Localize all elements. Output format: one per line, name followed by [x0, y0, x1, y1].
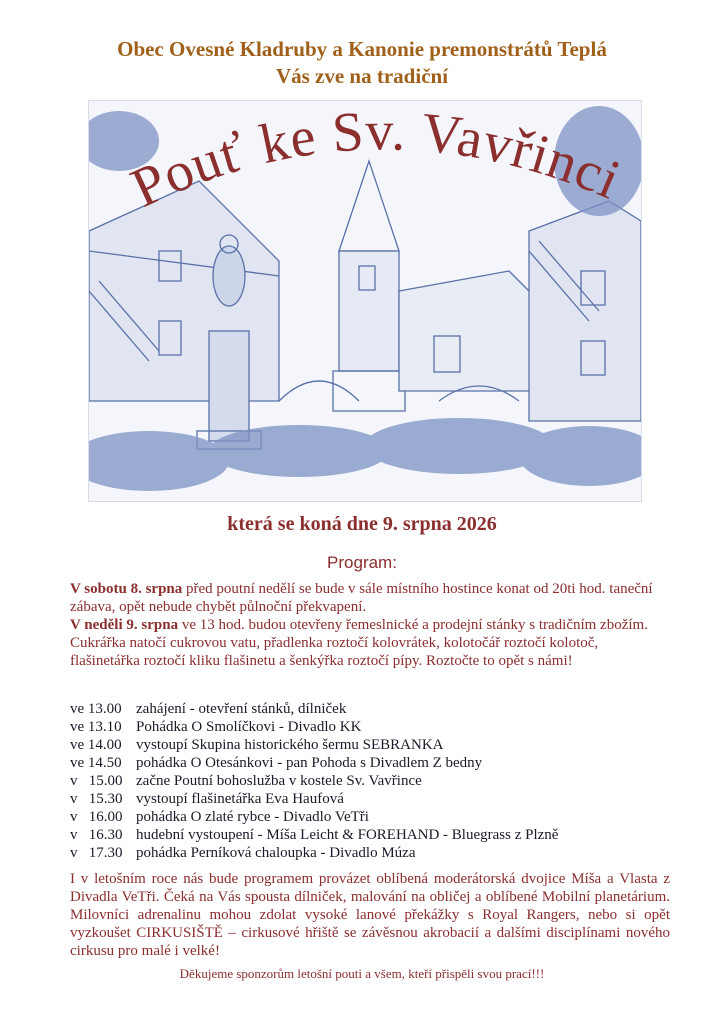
- saturday-paragraph: [70, 580, 670, 616]
- schedule-event: pohádka O zlaté rybce - Divadlo VeTři: [136, 809, 369, 825]
- saturday-label: V sobotu 8. srpna: [70, 581, 183, 597]
- schedule-time: v 16.00: [70, 809, 123, 825]
- schedule-event: pohádka Perníková chaloupka - Divadlo Múza: [136, 845, 416, 861]
- svg-text:Pouť ke Sv. Vavřinci: [122, 100, 629, 219]
- schedule-time: ve 13.00: [70, 701, 122, 717]
- sunday-label: V neděli 9. srpna: [70, 617, 179, 633]
- schedule-event: zahájení - otevření stánků, dílniček: [136, 701, 347, 717]
- invitation-header: [0, 36, 724, 90]
- schedule-event: začne Poutní bohoslužba v kostele Sv. Vavřince: [136, 773, 422, 789]
- schedule-event: Pohádka O Smolíčkovi - Divadlo KK: [136, 719, 362, 735]
- saturday-text: před poutní nedělí se bude v sále místního hostince konat od 20ti hod. taneční zábava, opět nebude chybět půlnoční překvapení.: [70, 581, 653, 615]
- sunday-paragraph: [70, 616, 670, 634]
- schedule-time: v 16.30: [70, 827, 123, 843]
- schedule-time: v 15.30: [70, 791, 123, 807]
- schedule-row: [70, 754, 670, 772]
- schedule-time: v 17.30: [70, 845, 123, 861]
- schedule-row: [70, 718, 670, 736]
- schedule-time: ve 13.10: [70, 719, 122, 735]
- program-heading: Program:: [327, 553, 397, 572]
- sunday-text: ve 13 hod. budou otevřeny řemeslnické a prodejní stánky s tradičním zbožím.: [178, 617, 648, 633]
- program-schedule: [70, 700, 670, 862]
- schedule-event: pohádka O Otesánkovi - pan Pohoda s Divadlem Z bedny: [136, 755, 483, 771]
- closing-paragraph: I v letošním roce nás bude programem provázet oblíbená moderátorská dvojice Míša a Vlasta z Divadla VeTři. Čeká na Vás spousta dílniček, malování na obličej a oblíbené Mobilní planetárium. Milovníci adrenalinu mohou zdolat vysoké lanové překážky s Royal Rangers, nebo si opět vyzkoušet CIRKUSIŠTĚ – cirkusové hřiště se závěsnou akrobacií a dalšími disciplínami nového cirkusu pro malé i velké!: [70, 871, 670, 959]
- schedule-row: [70, 790, 670, 808]
- schedule-row: [70, 736, 670, 754]
- schedule-row: [70, 826, 670, 844]
- schedule-row: [70, 844, 670, 862]
- schedule-row: [70, 808, 670, 826]
- schedule-time: ve 14.50: [70, 755, 122, 771]
- schedule-row: [70, 772, 670, 790]
- schedule-time: ve 14.00: [70, 737, 122, 753]
- header-line-2: Vás zve na tradiční: [275, 64, 449, 88]
- schedule-event: hudební vystoupení - Míša Leicht & FOREHAND - Bluegrass z Plzně: [136, 827, 559, 843]
- schedule-event: vystoupí flašinetářka Eva Haufová: [136, 791, 344, 807]
- sponsor-thanks: Děkujeme sponzorům letošní pouti a všem, kteří přispěli svou prací!!!: [179, 966, 545, 981]
- schedule-event: vystoupí Skupina historického šermu SEBRANKA: [136, 737, 444, 753]
- program-intro: [70, 580, 670, 670]
- schedule-time: v 15.00: [70, 773, 123, 789]
- schedule-row: [70, 700, 670, 718]
- event-title-text: Pouť ke Sv. Vavřinci: [122, 100, 630, 220]
- event-date: která se koná dne 9. srpna 2026: [227, 513, 497, 535]
- header-line-1: Obec Ovesné Kladruby a Kanonie premonstrátů Teplá: [117, 37, 607, 61]
- event-title: [72, 92, 662, 252]
- crafts-paragraph: Cukrářka natočí cukrovou vatu, přadlenka roztočí kolovrátek, kolotočář roztočí kolotoč, flašinetářka roztočí kliku flašinetu a šenkýřka roztočí pípy. Roztočte to opět s námi!: [70, 635, 599, 669]
